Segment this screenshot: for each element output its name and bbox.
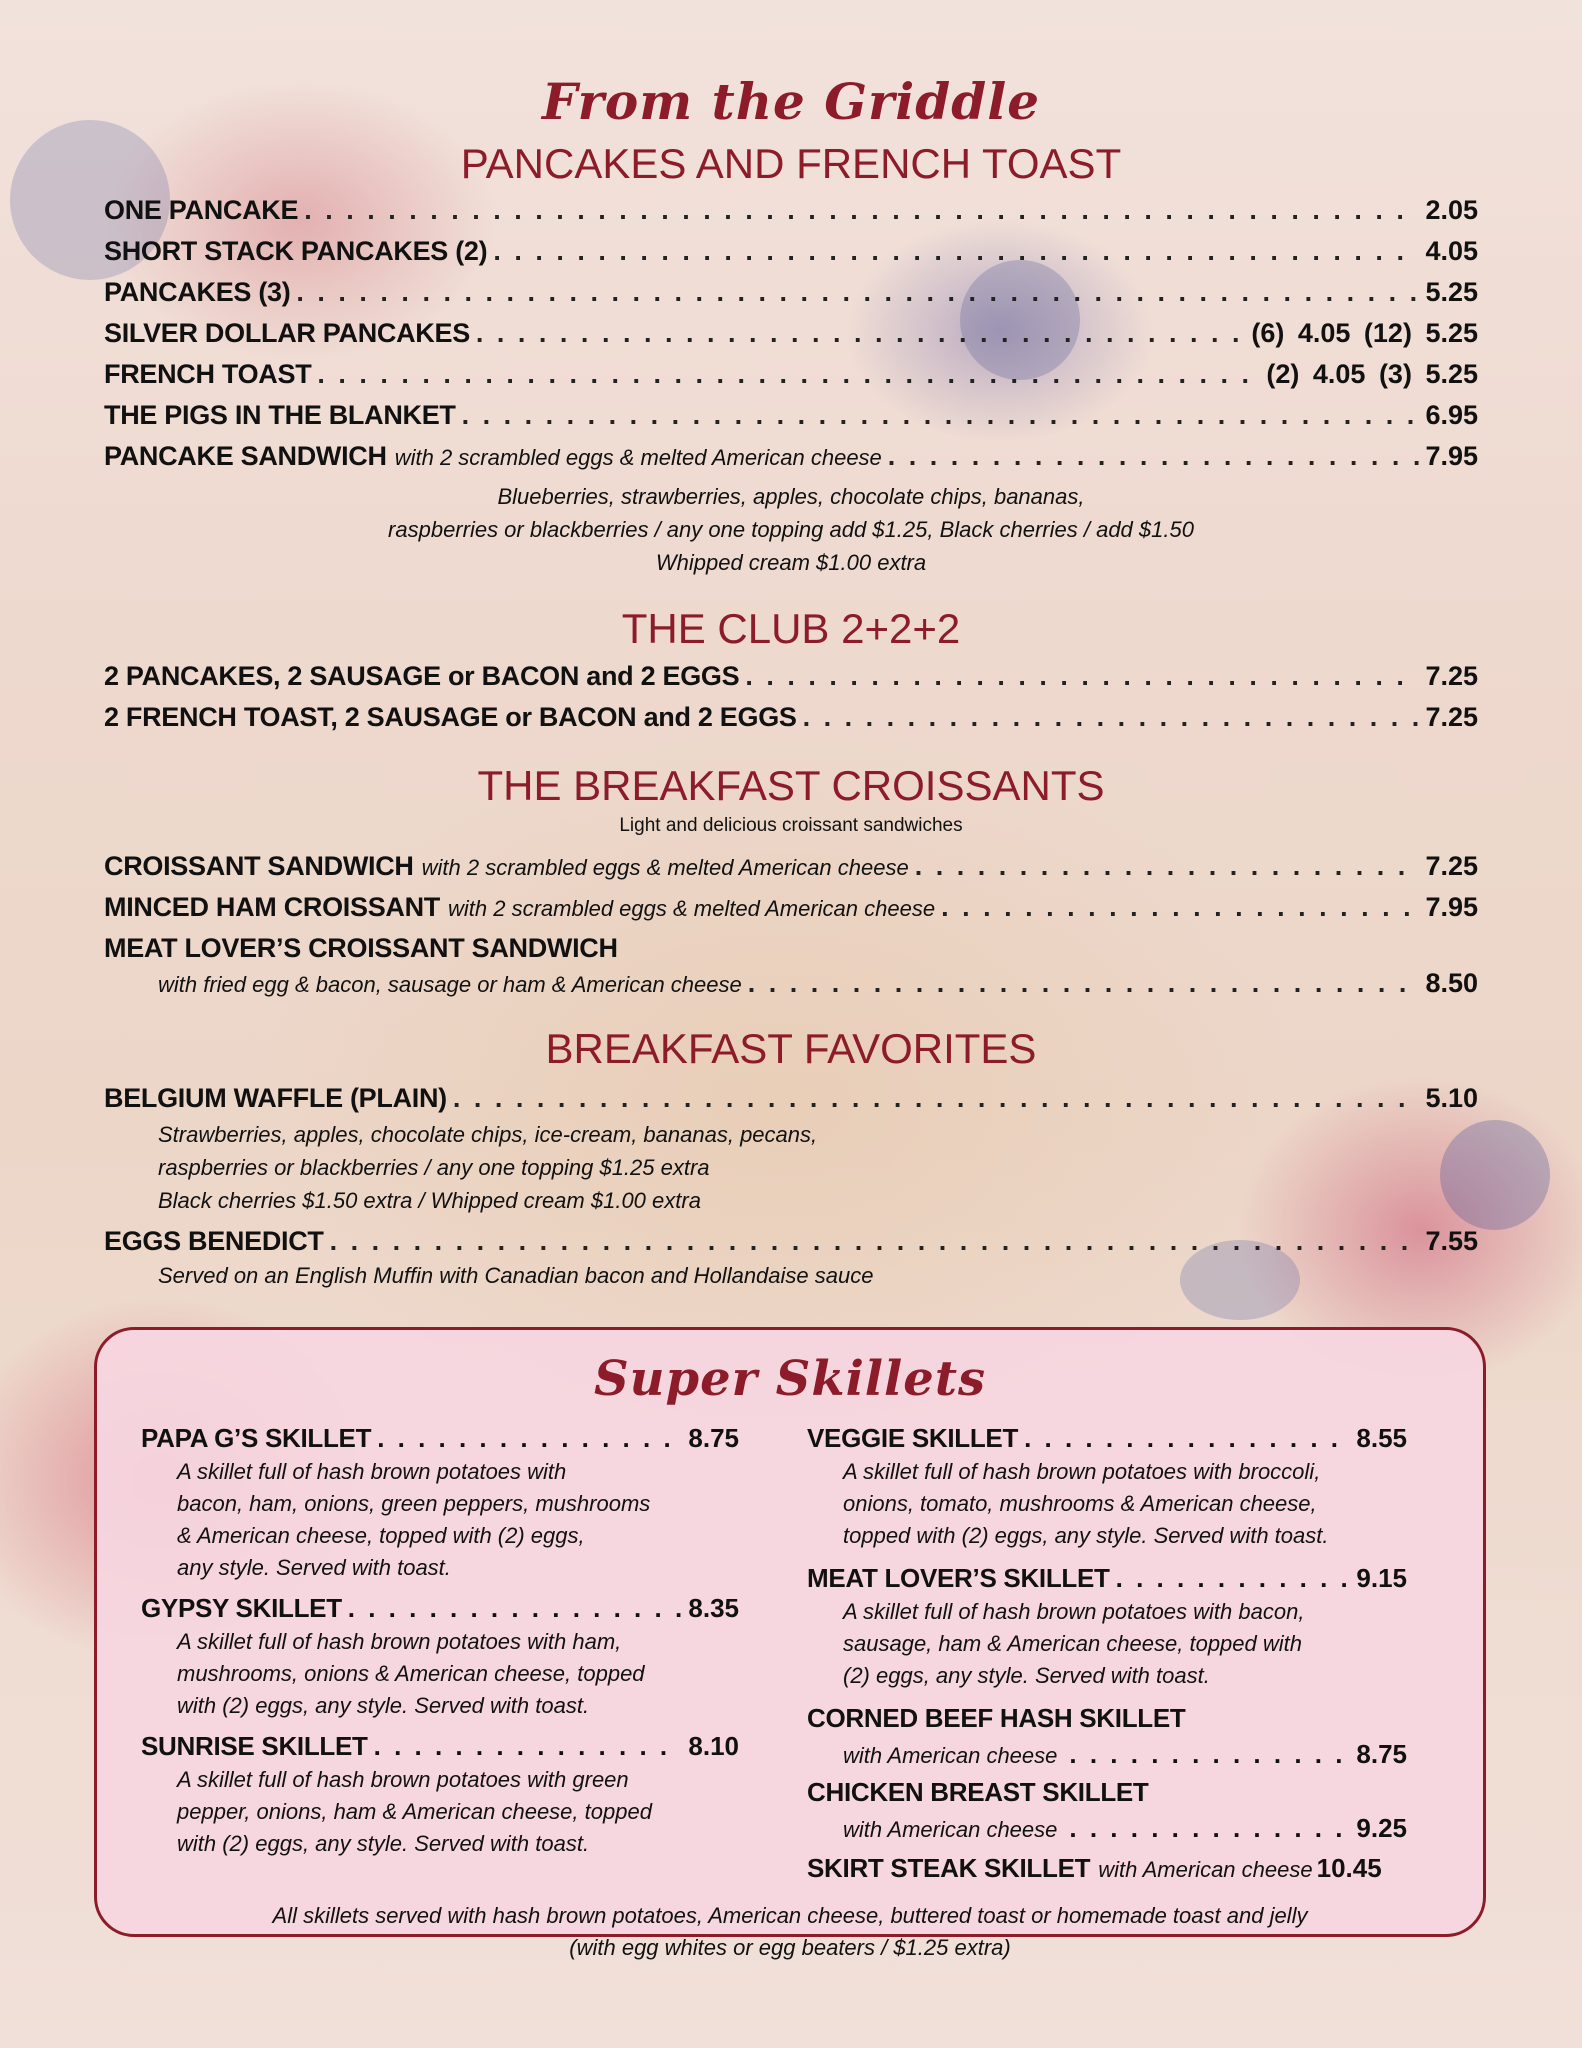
- skillets-script-title: Super Skillets: [593, 1351, 987, 1407]
- skillet-description: with (2) eggs, any style. Served with toast.: [177, 1693, 590, 1718]
- leader-dots: [493, 231, 1419, 271]
- item-name: ONE PANCAKE: [104, 195, 299, 225]
- skillet-description: with (2) eggs, any style. Served with toast.: [177, 1831, 590, 1856]
- item-description: with 2 scrambled eggs & melted American cheese: [421, 855, 909, 880]
- leader-dots: [374, 1728, 683, 1764]
- item-price: 7.55: [1425, 1226, 1478, 1256]
- menu-item-french-toast: [104, 354, 1478, 394]
- leader-dots: [304, 190, 1419, 230]
- menu-item-belgium-waffle: [104, 1078, 1478, 1118]
- skillet-subtitle: with American cheese: [843, 1817, 1058, 1842]
- item-name: THE PIGS IN THE BLANKET: [104, 400, 456, 430]
- leader-dots: [915, 846, 1420, 886]
- leader-dots: [476, 313, 1245, 353]
- item-name: 2 PANCAKES, 2 SAUSAGE or BACON and 2 EGGS: [104, 661, 740, 691]
- skillet-name: SKIRT STEAK SKILLET: [807, 1853, 1091, 1883]
- leader-dots: [803, 697, 1420, 737]
- leader-dots: [745, 656, 1419, 696]
- skillet-chicken-breast-detail: [843, 1810, 1407, 1846]
- item-name: MEAT LOVER’S CROISSANT SANDWICH: [104, 933, 618, 963]
- item-price: (2) 4.05 (3) 5.25: [1266, 359, 1478, 389]
- skillet-name: MEAT LOVER’S SKILLET: [807, 1563, 1110, 1593]
- pancake-toppings-note: raspberries or blackberries / any one topping add $1.25, Black cherries / add $1.50: [388, 517, 1194, 542]
- item-name: CROISSANT SANDWICH: [104, 851, 414, 881]
- item-price: 5.25: [1425, 277, 1478, 307]
- menu-item-pancake-sandwich: [104, 436, 1478, 476]
- leader-dots: [348, 1590, 683, 1626]
- menu-item-meat-lover-croissant-detail: [158, 963, 1478, 1003]
- item-price: 4.05: [1425, 236, 1478, 266]
- item-name: PANCAKES (3): [104, 277, 291, 307]
- leader-dots: [1069, 1736, 1350, 1772]
- item-price: 7.25: [1425, 702, 1478, 732]
- menu-item-club-pancakes: [104, 656, 1478, 696]
- skillet-description: any style. Served with toast.: [177, 1555, 451, 1580]
- skillet-name: VEGGIE SKILLET: [807, 1423, 1019, 1453]
- skillet-description: pepper, onions, ham & American cheese, topped: [177, 1799, 652, 1824]
- skillet-name: SUNRISE SKILLET: [141, 1731, 368, 1761]
- skillet-name: CORNED BEEF HASH SKILLET: [807, 1703, 1186, 1733]
- item-name: SHORT STACK PANCAKES (2): [104, 236, 488, 266]
- leader-dots: [330, 1221, 1420, 1261]
- skillet-meat-lover: [807, 1560, 1407, 1596]
- leader-dots: [462, 395, 1420, 435]
- leader-dots: [941, 887, 1419, 927]
- menu-item-pancakes-3: [104, 272, 1478, 312]
- skillet-name: GYPSY SKILLET: [141, 1593, 342, 1623]
- skillet-subtitle: with American cheese: [1098, 1857, 1313, 1882]
- croissants-subtitle: Light and delicious croissant sandwiches: [619, 815, 963, 836]
- skillets-footer-note: (with egg whites or egg beaters / $1.25 extra): [569, 1935, 1011, 1960]
- skillet-veggie: [807, 1420, 1407, 1456]
- club-section-title: THE CLUB 2+2+2: [621, 605, 961, 652]
- item-price: 5.10: [1425, 1083, 1478, 1113]
- menu-item-club-french-toast: [104, 697, 1478, 737]
- pancakes-section-title: PANCAKES AND FRENCH TOAST: [460, 140, 1122, 187]
- item-name: BELGIUM WAFFLE (PLAIN): [104, 1083, 447, 1113]
- skillet-description: A skillet full of hash brown potatoes with: [177, 1459, 567, 1484]
- item-price: 7.95: [1425, 892, 1478, 922]
- menu-item-one-pancake: [104, 190, 1478, 230]
- leader-dots: [1069, 1810, 1350, 1846]
- leader-dots: [1116, 1560, 1351, 1596]
- skillet-description: A skillet full of hash brown potatoes with broccoli,: [843, 1459, 1321, 1484]
- skillet-price: 8.35: [688, 1593, 739, 1623]
- skillet-description: onions, tomato, mushrooms & American cheese,: [843, 1491, 1317, 1516]
- skillet-description: A skillet full of hash brown potatoes with bacon,: [843, 1599, 1305, 1624]
- item-name: PANCAKE SANDWICH: [104, 441, 387, 471]
- item-price: 8.50: [1425, 968, 1478, 998]
- leader-dots: [453, 1078, 1420, 1118]
- griddle-script-title: From the Griddle: [541, 72, 1041, 131]
- skillet-price: 8.75: [1356, 1739, 1407, 1769]
- item-description: with fried egg & bacon, sausage or ham & American cheese: [158, 972, 742, 997]
- item-description: with 2 scrambled eggs & melted American cheese: [394, 445, 882, 470]
- leader-dots: [377, 1420, 682, 1456]
- menu-item-eggs-benedict: [104, 1221, 1478, 1261]
- skillet-price: 8.10: [688, 1731, 739, 1761]
- waffle-toppings-note: raspberries or blackberries / any one topping $1.25 extra: [158, 1155, 710, 1180]
- item-price: 7.95: [1425, 441, 1478, 471]
- skillet-description: bacon, ham, onions, green peppers, mushrooms: [177, 1491, 651, 1516]
- skillet-chicken-breast: [807, 1774, 1407, 1810]
- skillet-sunrise: [141, 1728, 739, 1764]
- skillet-price: 8.75: [688, 1423, 739, 1453]
- item-name: EGGS BENEDICT: [104, 1226, 324, 1256]
- menu-item-pigs-in-blanket: [104, 395, 1478, 435]
- menu-item-meat-lover-croissant: [104, 928, 1478, 968]
- skillet-description: mushrooms, onions & American cheese, topped: [177, 1661, 645, 1686]
- skillet-corned-beef-hash: [807, 1700, 1407, 1736]
- pancake-toppings-note: Whipped cream $1.00 extra: [655, 550, 927, 575]
- skillet-subtitle: with American cheese: [843, 1743, 1058, 1768]
- skillet-papa-g: [141, 1420, 739, 1456]
- skillets-footer-note: All skillets served with hash brown potatoes, American cheese, buttered toast or homemade toast and jelly: [272, 1903, 1308, 1928]
- pancake-toppings-note: Blueberries, strawberries, apples, chocolate chips, bananas,: [497, 484, 1085, 509]
- skillet-description: sausage, ham & American cheese, topped with: [843, 1631, 1303, 1656]
- skillet-name: CHICKEN BREAST SKILLET: [807, 1777, 1149, 1807]
- item-price: 7.25: [1425, 661, 1478, 691]
- super-skillets-box: [94, 1327, 1486, 1960]
- menu-item-croissant-sandwich: [104, 846, 1478, 886]
- skillet-description: (2) eggs, any style. Served with toast.: [843, 1663, 1210, 1688]
- favorites-section-title: BREAKFAST FAVORITES: [545, 1025, 1037, 1072]
- skillet-description: topped with (2) eggs, any style. Served with toast.: [843, 1523, 1329, 1548]
- skillet-gypsy: [141, 1590, 739, 1626]
- skillet-skirt-steak: [807, 1850, 1407, 1886]
- skillet-description: A skillet full of hash brown potatoes with green: [177, 1767, 629, 1792]
- item-price: 7.25: [1425, 851, 1478, 881]
- skillet-corned-beef-hash-detail: [843, 1736, 1407, 1772]
- leader-dots: [317, 354, 1260, 394]
- menu-item-short-stack: [104, 231, 1478, 271]
- skillet-description: & American cheese, topped with (2) eggs,: [177, 1523, 585, 1548]
- leader-dots: [748, 963, 1420, 1003]
- item-price: 2.05: [1425, 195, 1478, 225]
- skillet-name: PAPA G’S SKILLET: [141, 1423, 372, 1453]
- leader-dots: [296, 272, 1419, 312]
- leader-dots: [1024, 1420, 1350, 1456]
- skillet-price: 9.15: [1356, 1563, 1407, 1593]
- item-name: SILVER DOLLAR PANCAKES: [104, 318, 470, 348]
- item-description: with 2 scrambled eggs & melted American cheese: [448, 896, 936, 921]
- menu-item-minced-ham-croissant: [104, 887, 1478, 927]
- item-price: 6.95: [1425, 400, 1478, 430]
- skillet-price: 10.45: [1316, 1853, 1382, 1883]
- item-price: (6) 4.05 (12) 5.25: [1251, 318, 1478, 348]
- item-name: FRENCH TOAST: [104, 359, 312, 389]
- eggs-benedict-note: Served on an English Muffin with Canadian bacon and Hollandaise sauce: [158, 1263, 874, 1288]
- skillet-price: 9.25: [1356, 1813, 1407, 1843]
- waffle-toppings-note: Strawberries, apples, chocolate chips, ice-cream, bananas, pecans,: [158, 1122, 818, 1147]
- item-name: MINCED HAM CROISSANT: [104, 892, 440, 922]
- waffle-toppings-note: Black cherries $1.50 extra / Whipped cream $1.00 extra: [158, 1188, 701, 1213]
- skillet-price: 8.55: [1356, 1423, 1407, 1453]
- background-berry-blob: [1440, 1120, 1550, 1230]
- leader-dots: [888, 436, 1420, 476]
- skillet-description: A skillet full of hash brown potatoes with ham,: [177, 1629, 622, 1654]
- menu-item-silver-dollar: [104, 313, 1478, 353]
- item-name: 2 FRENCH TOAST, 2 SAUSAGE or BACON and 2 EGGS: [104, 702, 797, 732]
- croissants-section-title: THE BREAKFAST CROISSANTS: [477, 762, 1105, 809]
